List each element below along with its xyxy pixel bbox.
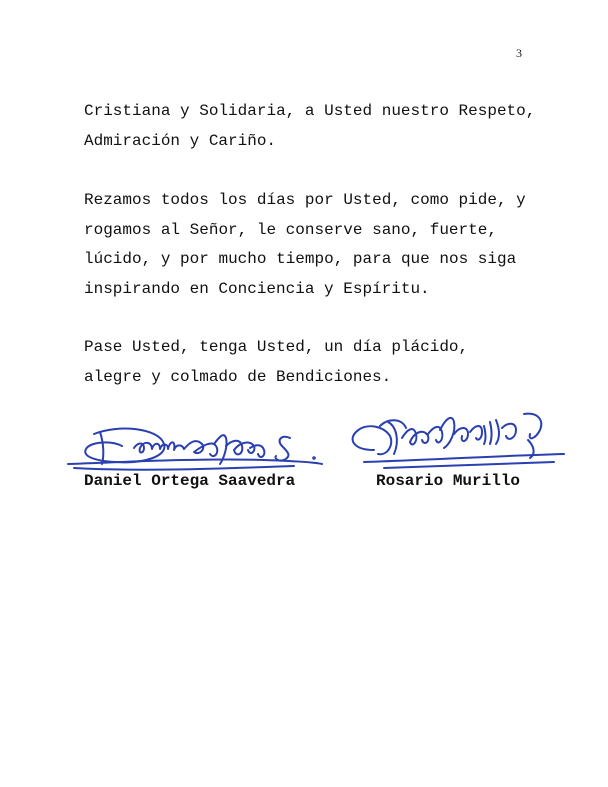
word: conserve [285,220,363,239]
word: un [324,338,344,356]
word: pide, [458,191,507,209]
word: Rezamos [84,191,152,209]
paragraph-3-line-1 [84,333,534,363]
word: tiempo, [276,250,344,268]
paragraph-2-line-4: inspirando en Conciencia y Espíritu. [84,279,430,298]
word: día [352,338,382,356]
word: lúcido, [84,250,152,268]
word: Usted [324,102,373,120]
word: mucho [218,250,267,268]
paragraph-3-line-2: alegre y colmado de Bendiciones. [84,367,392,386]
word: fuerte, [429,220,497,239]
letter-paragraph-1 [84,97,534,156]
word: al [160,220,181,239]
word: nuestro [381,102,449,120]
paragraph-1-line-2: Admiración y Cariño. [84,131,277,150]
word: sano, [372,220,421,239]
letter-paragraph-3 [84,333,534,392]
word: por [304,191,334,209]
signer-name-daniel-ortega: Daniel Ortega Saavedra [84,472,296,490]
word: nos [439,250,469,268]
word: plácido, [391,338,469,356]
word: como [410,191,449,209]
paragraph-2-line-2 [84,216,534,246]
word: Usted, [132,338,190,356]
word: que [400,250,430,268]
word: y [180,102,190,120]
word: le [256,220,277,239]
paragraph-2-line-3 [84,245,534,275]
page-number: 3 [516,46,522,60]
word: Pase [84,338,123,356]
word: siga [477,250,517,268]
signature-daniel-ortega [64,416,326,478]
word: Usted, [343,191,401,209]
word: días [256,191,296,209]
word: rogamos [84,220,152,239]
word: y [160,250,171,268]
word: por [180,250,209,268]
word: Cristiana [84,102,171,120]
signer-name-rosario-murillo: Rosario Murillo [376,472,521,490]
letter-paragraph-2 [84,186,534,304]
word: para [352,250,392,268]
word: Respeto, [458,102,536,120]
paragraph-2-line-1 [84,186,534,216]
paragraph-1-line-1 [84,97,534,127]
word: a [304,102,315,120]
signature-rosario-murillo [344,404,568,478]
word: y [516,191,526,209]
word: los [218,191,248,209]
word: Señor, [189,220,248,239]
word: Usted, [256,338,315,356]
word: todos [160,191,209,209]
word: tenga [199,338,248,356]
word: Solidaria, [199,102,296,120]
